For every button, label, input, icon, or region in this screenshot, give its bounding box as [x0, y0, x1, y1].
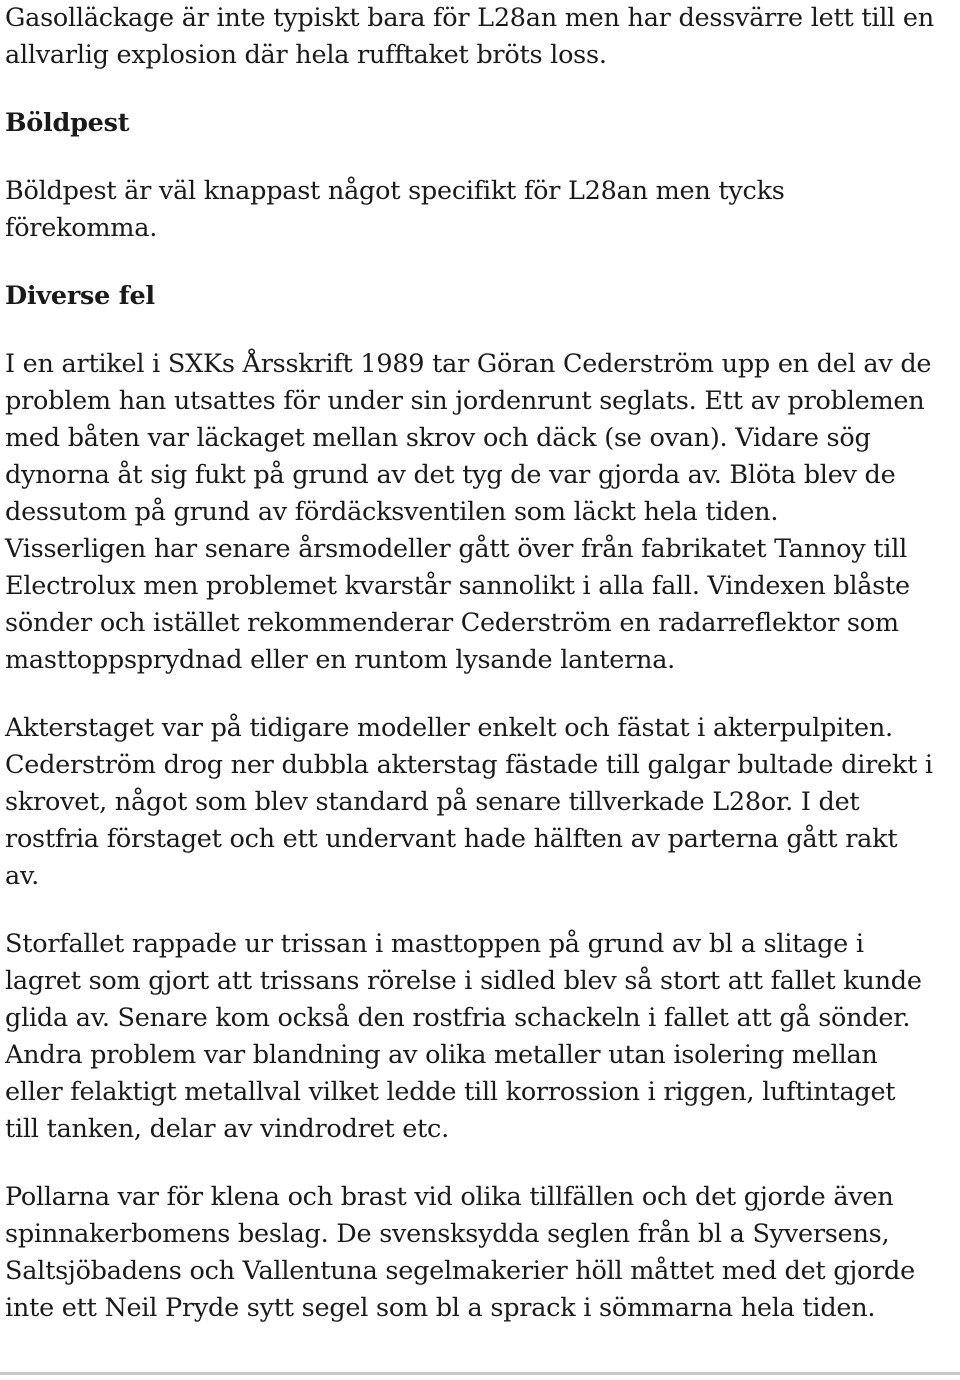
paragraph-boldpest: Böldpest är väl knappast något specifikt för L28an men tycks förekomma.: [5, 176, 785, 243]
heading-boldpest: Böldpest: [5, 108, 130, 138]
paragraph-artikel: I en artikel i SXKs Årsskrift 1989 tar Göran Cederström upp en del av de problem han utsattes för under sin jordenrunt seglats. Ett av problemen med båten var läckaget mellan skrov och däck (se ovan). Vidare sög dynorna åt sig fukt på grund av det tyg de var gjorda av. Blöta blev de dessutom på grund av fördäcksventilen som läckt hela tiden. Visserligen har senare årsmodeller gått över från fabrikatet Tannoy till Electrolux men problemet kvarstår sannolikt i alla fall. Vindexen blåste sönder och istället rekommenderar Cederström en radarreflektor som masttoppsprydnad eller en runtom lysande lanterna.: [5, 349, 932, 675]
paragraph-gasol: Gasolläckage är inte typiskt bara för L28an men har dessvärre lett till en allvarlig explosion där hela rufftaket bröts loss.: [5, 3, 934, 70]
paragraph-pollarna: Pollarna var för klena och brast vid olika tillfällen och det gjorde även spinnakerbomens beslag. De svensksydda seglen från bl a Syversens, Saltsjöbadens och Vallentuna segelmakerier höll måttet med det gjorde inte ett Neil Pryde sytt segel som bl a sprack i sömmarna hela tiden.: [5, 1182, 915, 1323]
paragraph-akterstaget: Akterstaget var på tidigare modeller enkelt och fästat i akterpulpiten. Cederström drog ner dubbla akterstag fästade till galgar bultade direkt i skrovet, något som blev standard på senare tillverkade L28or. I det rostfria förstaget och ett undervant hade hälften av parterna gått rakt av.: [5, 713, 933, 891]
heading-diverse-fel: Diverse fel: [5, 281, 155, 311]
paragraph-storfallet: Storfallet rappade ur trissan i masttoppen på grund av bl a slitage i lagret som gjort att trissans rörelse i sidled blev så stort att fallet kunde glida av. Senare kom också den rostfria schackeln i fallet att gå sönder. Andra problem var blandning av olika metaller utan isolering mellan eller felaktigt metallval vilket ledde till korrossion i riggen, luftintaget till tanken, delar av vindrodret etc.: [5, 929, 922, 1144]
page-bottom-rule: [0, 1372, 960, 1375]
document-page: [5, 0, 960, 1327]
